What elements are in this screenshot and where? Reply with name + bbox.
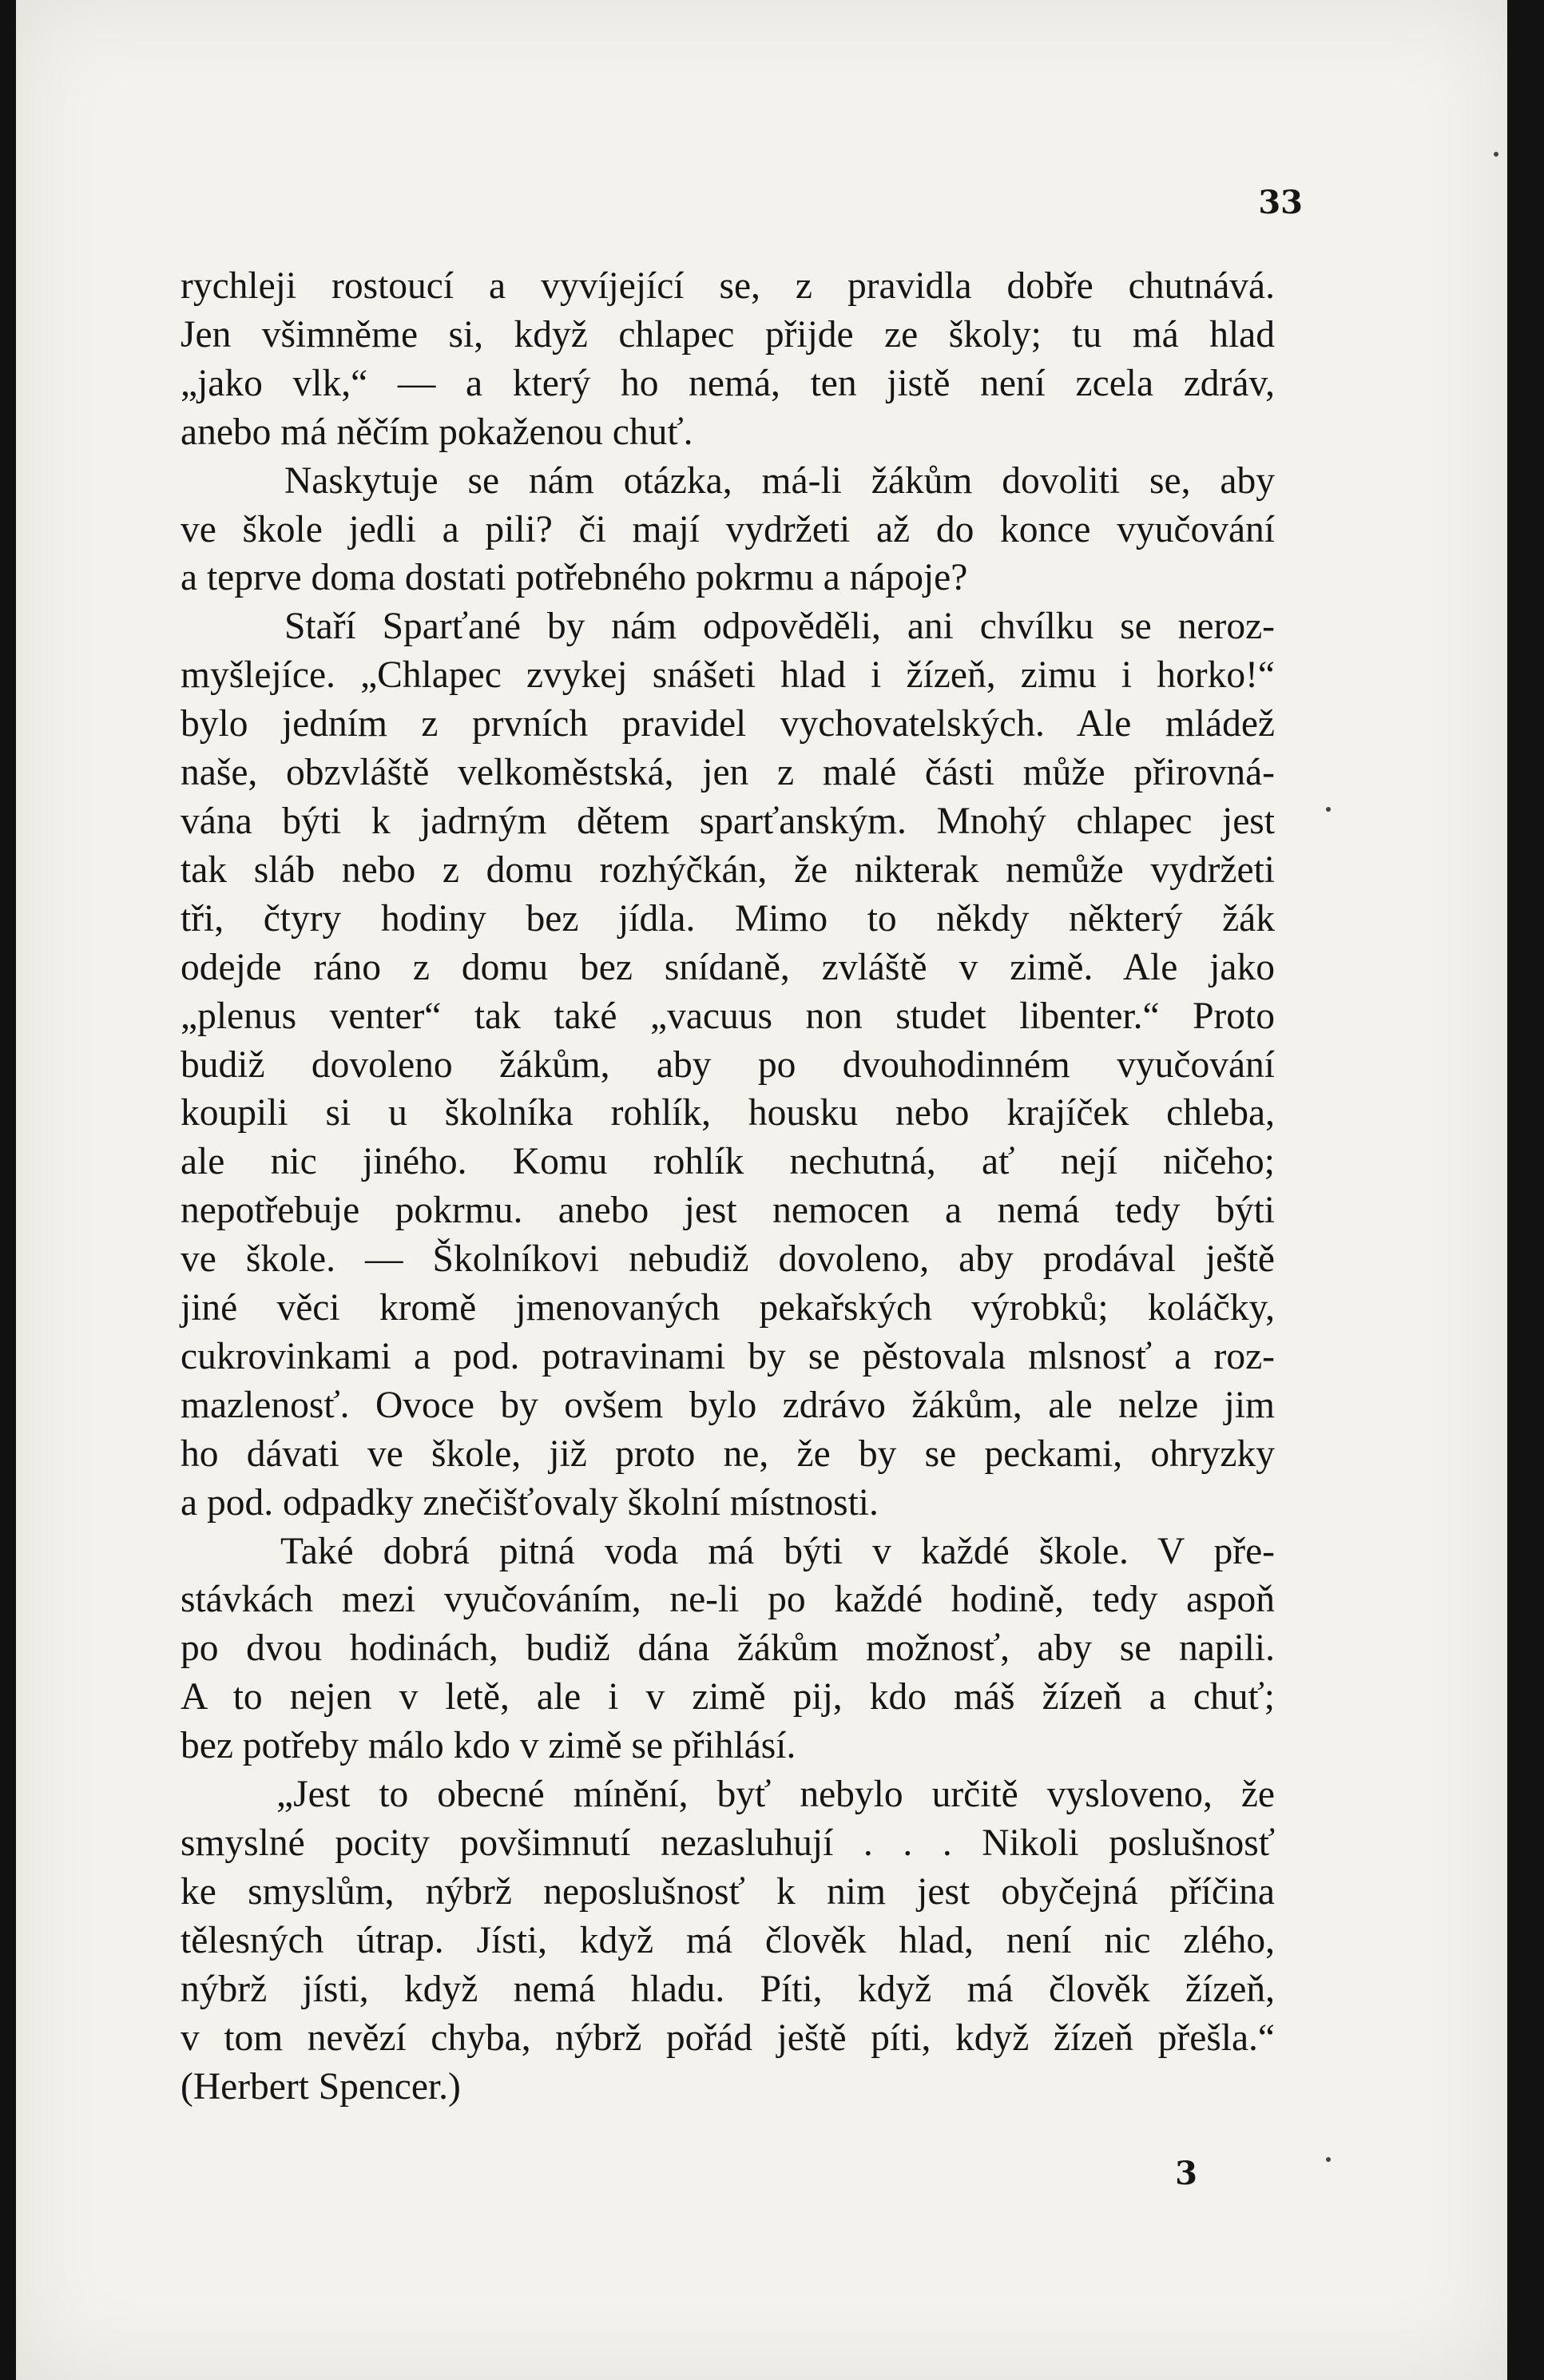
page-number: 33: [1258, 184, 1303, 221]
text-line: naše, obzvláště velkoměstská, jen z malé části může přirovná-: [181, 752, 1275, 794]
text-line: A to nejen v letě, ale i v zimě pij, kdo máš žízeň a chuť;: [181, 1676, 1275, 1718]
body-text: [181, 262, 1275, 2111]
text-line: cukrovinkami a pod. potravinami by se pěstovala mlsnosť a roz-: [181, 1335, 1275, 1377]
text-line: ke smyslům, nýbrž neposlušnosť k nim jest obyčejná příčina: [181, 1870, 1275, 1913]
paragraph-5: [181, 1770, 1275, 2111]
text-line: ve škole jedli a pili? či mají vydržeti až do konce vyučování: [181, 508, 1275, 550]
book-page: [16, 0, 1507, 2380]
text-line: ale nic jiného. Komu rohlík nechutná, ať nejí ničeho;: [181, 1141, 1275, 1183]
text-line: smyslné pocity povšimnutí nezasluhují . . . Nikoli poslušnosť: [181, 1822, 1275, 1864]
paragraph-2: [181, 457, 1275, 603]
text-line: mazlenosť. Ovoce by ovšem bylo zdrávo žákům, ale nelze jim: [181, 1384, 1275, 1426]
text-line: „Jest to obecné mínění, byť nebylo určitě vysloveno, že: [276, 1774, 1275, 1816]
text-line: po dvou hodinách, budiž dána žákům možnosť, aby se napili.: [181, 1627, 1275, 1670]
text-line: Staří Sparťané by nám odpověděli, ani chvílku se neroz-: [284, 606, 1275, 648]
scan-border-right: [1507, 0, 1544, 2380]
text-line: anebo má něčím pokaženou chuť.: [181, 411, 693, 453]
text-line: v tom nevězí chyba, nýbrž pořád ještě píti, když žízeň přešla.“: [181, 2016, 1275, 2059]
paragraph-4: [181, 1528, 1275, 1771]
text-line: myšlejíce. „Chlapec zvykej snášeti hlad i žízeň, zimu i horko!“: [181, 654, 1275, 697]
text-line: ve škole. — Školníkovi nebudiž dovoleno, aby prodával ještě: [181, 1238, 1275, 1281]
scan-border-left: [0, 0, 16, 2380]
text-line: Také dobrá pitná voda má býti v každé škole. V pře-: [280, 1530, 1275, 1572]
text-line: nepotřebuje pokrmu. anebo jest nemocen a nemá tedy býti: [181, 1190, 1275, 1232]
scan-speck: [1326, 2157, 1331, 2162]
text-line: (Herbert Spencer.): [181, 2065, 461, 2108]
text-line: budiž dovoleno žákům, aby po dvouhodinném vyučování: [181, 1043, 1275, 1086]
text-line: odejde ráno z domu bez snídaně, zvláště v zimě. Ale jako: [181, 946, 1275, 988]
text-line: ho dávati ve škole, již proto ne, že by se peckami, ohryzky: [181, 1432, 1275, 1475]
scan-speck: [1326, 807, 1331, 812]
text-line: koupili si u školníka rohlík, housku nebo krajíček chleba,: [181, 1092, 1275, 1134]
text-line: „jako vlk,“ — a který ho nemá, ten jistě není zcela zdráv,: [181, 362, 1275, 404]
text-line: „plenus venter“ tak také „vacuus non studet libenter.“ Proto: [181, 995, 1275, 1037]
text-line: Jen všimněme si, když chlapec přijde ze školy; tu má hlad: [181, 313, 1275, 356]
text-line: stávkách mezi vyučováním, ne-li po každé hodině, tedy aspoň: [181, 1579, 1275, 1621]
text-line: nýbrž jísti, když nemá hladu. Píti, když má člověk žízeň,: [181, 1968, 1275, 2010]
text-line: vána býti k jadrným dětem sparťanským. Mnohý chlapec jest: [181, 800, 1275, 842]
text-line: bez potřeby málo kdo v zimě se přihlásí.: [181, 1725, 796, 1767]
text-line: a pod. odpadky znečišťovaly školní místnosti.: [181, 1481, 879, 1524]
text-line: bylo jedním z prvních pravidel vychovatelských. Ale mládež: [181, 703, 1275, 745]
paragraph-3: [181, 602, 1275, 1527]
text-line: Naskytuje se nám otázka, má-li žákům dovoliti se, aby: [284, 459, 1275, 502]
text-line: tři, čtyry hodiny bez jídla. Mimo to někdy některý žák: [181, 897, 1275, 940]
text-line: jiné věci kromě jmenovaných pekařských výrobků; koláčky,: [181, 1287, 1275, 1329]
scan-speck: [1494, 152, 1498, 157]
signature-mark: 3: [1175, 2155, 1197, 2192]
text-line: tělesných útrap. Jísti, když má člověk hlad, není nic zlého,: [181, 1919, 1275, 1961]
text-line: tak sláb nebo z domu rozhýčkán, že nikterak nemůže vydržeti: [181, 848, 1275, 891]
paragraph-1: [181, 262, 1275, 457]
text-line: a teprve doma dostati potřebného pokrmu a nápoje?: [181, 557, 968, 599]
text-line: rychleji rostoucí a vyvíjející se, z pravidla dobře chutnává.: [181, 265, 1275, 307]
